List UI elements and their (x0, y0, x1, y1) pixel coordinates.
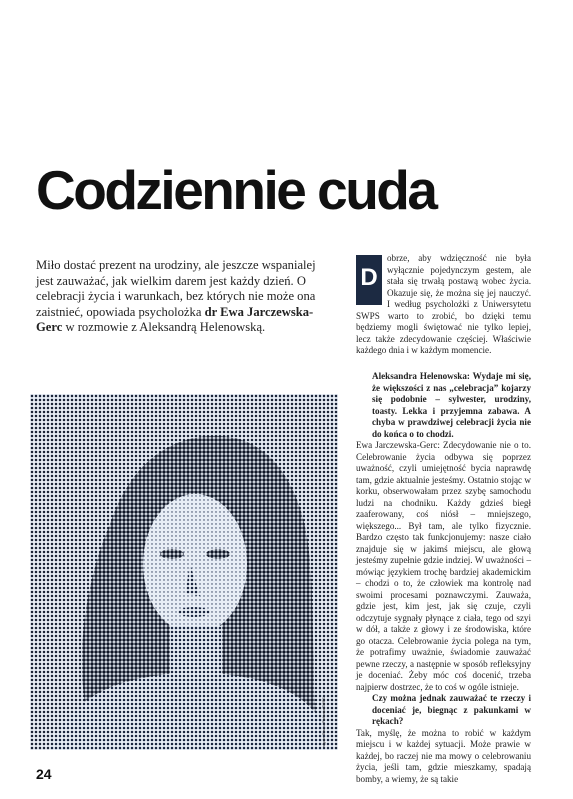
portrait-photo (30, 394, 338, 750)
intro-column (356, 253, 531, 357)
lead-text-start: Miło dostać prezent na urodziny, ale jeszcze wspanialej jest zauważać, jak wielkim darem jest każdy dzień. O celebracji życia i warunkach, bez których nie może ona zaistnieć, opowiada psycholożka (36, 258, 316, 319)
interview-question-1: Aleksandra Helenowska: Wydaje mi się, że większości z nas „celebracja” kojarzy się podobnie – sylwester, urodziny, toasty. Lekka i przyjemna zabawa. A chyba w prawdziwej celebracji życia nie do końca o to chodzi. (372, 371, 531, 439)
interview-answer-2: Tak, myślę, że można to robić w każdym miejscu i w każdej sytuacji. Może prawie w każdej, bo raczej nie ma mowy o celebrowaniu życia, jeśli tam, gdzie mieszkamy, spadają bomby, a wiemy, że są takie (356, 727, 531, 784)
drop-cap: D (356, 255, 382, 305)
page-number: 24 (36, 766, 52, 782)
portrait-halftone-shading (30, 394, 338, 750)
interview-question-2: Czy można jednak zauważać te rzeczy i doceniać je, biegnąc z pakunkami w rękach? (372, 693, 531, 726)
intro-text: obrze, aby wdzięczność nie była wyłącznie pojedynczym gestem, ale stała się trwałą postawą wobec życia. Okazuje się, że można się jej nauczyć. I według psycholożki z Uniwersytetu SWPS warto to zrobić, bo dzięki temu będziemy mogli świętować nie tylko lepiej, lecz także zdecydowanie częściej. Właściwie każdego dnia i w każdym momencie. (356, 253, 531, 355)
article-lead (36, 258, 336, 336)
expert-name: dr Ewa Jarczewska-Gerc (36, 304, 314, 335)
lead-text-end: w rozmowie z Aleksandrą Helenowską. (62, 320, 266, 335)
photo-credit: zdjęcie: Bianca Piotrowa/SWPS (322, 697, 326, 748)
article-headline: Codziennie cuda (36, 159, 436, 221)
interview-answer-1: Ewa Jarczewska-Gerc: Zdecydowanie nie o to. Celebrowanie życia odbywa się poprzez uważność, czyli umiejętność bycia naprawdę tam, gdzie aktualnie jesteśmy. Ostatnio stojąc w korku, obserwowałam przez szybę samochodu ludzi na chodniku. Każdy gdzieś biegł zaaferowany, coś niósł – mniejszego, większego... Był tam, ale tylko fizycznie. Bardzo często tak funkcjonujemy: nasze ciało znajduje się w jakimś miejscu, ale głową jesteśmy zupełnie gdzie indziej. W uważności – mówiąc językiem trochę bardziej akademickim – chodzi o to, że człowiek ma kontrolę nad swoimi procesami poznawczymi. Zauważa, gdzie jest, kim jest, jak się czuje, czyli odczytuje sygnały płynące z ciała, tego od szyi w dół, a także z głowy i ze środowiska, które go otacza. Celebrowanie życia polega na tym, że potrafimy uważnie, świadomie zauważać pewne rzeczy, a następnie w sposób refleksyjny je doceniać. Żeby móc coś docenić, trzeba najpierw dostrzec, że to coś w ogóle istnieje. (356, 440, 531, 692)
interview-column (356, 371, 531, 785)
